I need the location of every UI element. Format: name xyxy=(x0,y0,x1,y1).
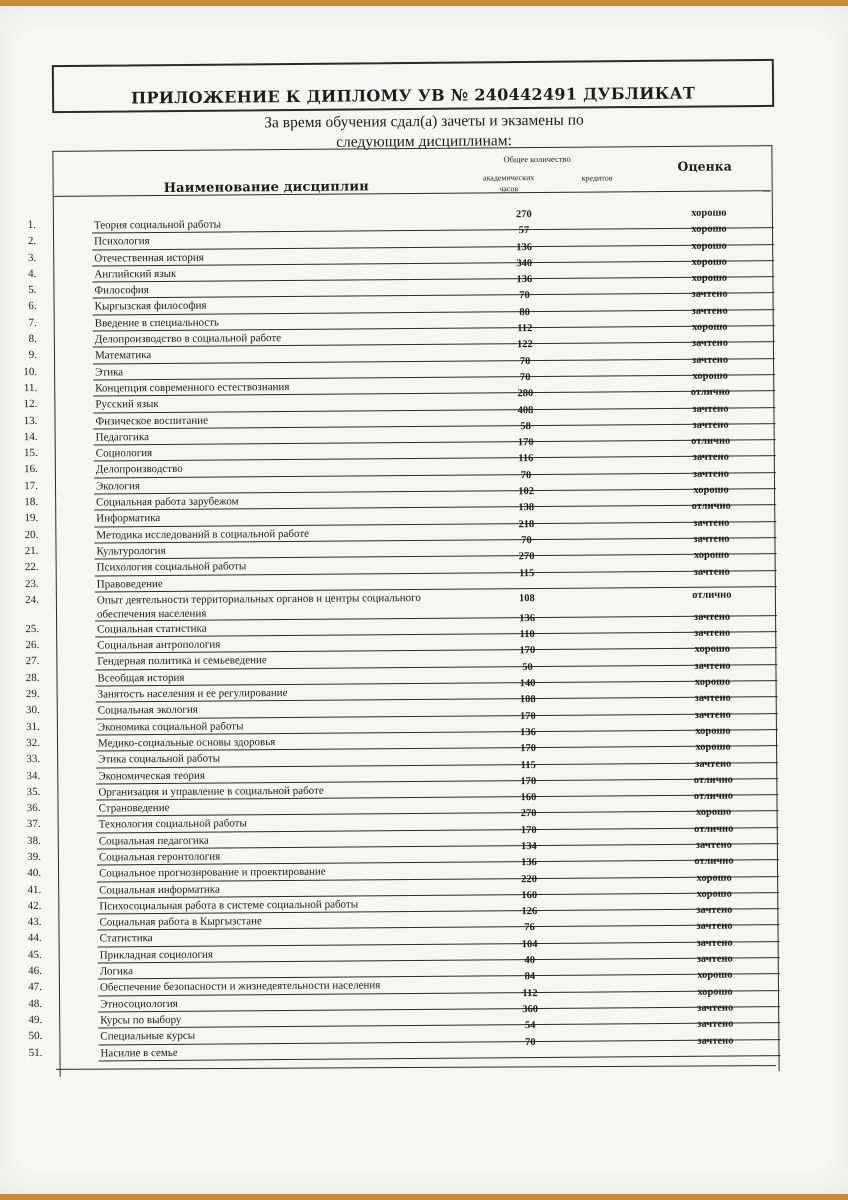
academic-hours: 160 xyxy=(521,889,538,902)
grade-value: зачтено xyxy=(691,354,729,366)
discipline-name: Делопроизводство в социальной работе xyxy=(94,332,282,346)
academic-hours: 270 xyxy=(520,808,537,820)
academic-hours: 134 xyxy=(520,841,537,853)
grade-value: хорошо xyxy=(692,370,728,382)
academic-hours: 54 xyxy=(524,1020,536,1032)
discipline-name: Русский язык xyxy=(95,398,159,411)
academic-hours: 270 xyxy=(515,209,532,221)
row-number: 47. xyxy=(28,981,42,994)
row-number: 50. xyxy=(28,1030,43,1043)
row-number: 19. xyxy=(24,512,39,525)
row-number: 5. xyxy=(28,284,37,297)
academic-hours: 102 xyxy=(518,486,534,498)
grade-value: зачтено xyxy=(697,1002,734,1014)
discipline-name: Опыт деятельности территориальных органов и центры социального обеспечения населения xyxy=(96,591,421,621)
grade-value: хорошо xyxy=(694,676,731,688)
discipline-name: Теория социальной работы xyxy=(93,218,222,232)
academic-hours: 126 xyxy=(521,906,538,918)
discipline-name: Курсы по выбору xyxy=(100,1013,182,1027)
row-number: 3. xyxy=(27,251,37,264)
row-number: 33. xyxy=(26,753,41,766)
discipline-name: Этика xyxy=(95,365,124,379)
academic-hours: 340 xyxy=(516,257,533,270)
row-number: 8. xyxy=(28,333,37,346)
discipline-name: Технология социальной работы xyxy=(98,817,247,831)
row-number: 14. xyxy=(23,430,38,443)
row-number: 25. xyxy=(25,622,40,635)
discipline-name: Социальная антропология xyxy=(97,638,221,652)
grade-value: хорошо xyxy=(691,207,727,219)
discipline-name: Социальное прогнозирование и проектирование xyxy=(99,865,326,880)
grade-value: зачтено xyxy=(693,517,730,529)
academic-hours: 116 xyxy=(518,453,534,465)
academic-hours: 70 xyxy=(519,372,531,384)
academic-hours: 408 xyxy=(517,404,534,416)
discipline-name: Обеспечение безопасности и жизнедеятельности населения xyxy=(99,979,381,994)
academic-hours: 80 xyxy=(519,306,530,318)
grade-value: хорошо xyxy=(693,549,730,562)
grade-value: хорошо xyxy=(697,986,733,998)
grade-value: отлично xyxy=(693,774,733,786)
academic-hours: 70 xyxy=(519,355,531,367)
grade-value: отлично xyxy=(693,790,734,802)
academic-hours: 136 xyxy=(516,241,533,253)
discipline-name: Специальные курсы xyxy=(100,1029,196,1043)
discipline-name: Психосоциальная работа в системе социальной работы xyxy=(99,898,359,913)
row-number: 2. xyxy=(27,235,37,248)
grade-value: зачтено xyxy=(691,337,728,350)
discipline-name: Логика xyxy=(99,965,134,978)
column-header-credits: кредитов xyxy=(581,173,613,183)
discipline-name: Культурология xyxy=(96,544,166,558)
row-number: 44. xyxy=(27,932,42,945)
discipline-name: Концепция современного естествознания xyxy=(95,380,290,395)
subtitle-line-1: За время обучения сдал(а) зачеты и экзамены по xyxy=(264,111,584,132)
column-header-name: Наименование дисциплин xyxy=(163,179,369,196)
discipline-name: Физическое воспитание xyxy=(95,414,209,428)
discipline-name: Прикладная социология xyxy=(99,948,213,962)
grade-value: хорошо xyxy=(695,741,731,754)
academic-hours: 112 xyxy=(522,987,538,999)
column-header-academic-hours: академических часов xyxy=(482,173,535,194)
discipline-name: Этносоциология xyxy=(100,997,178,1011)
discipline-name: Социальная статистика xyxy=(97,622,207,636)
grade-value: зачтено xyxy=(697,1035,734,1047)
grade-value: хорошо xyxy=(693,484,729,496)
document-title: ПРИЛОЖЕНИЕ К ДИПЛОМУ УВ № 240442491 ДУБЛИКАТ xyxy=(130,83,696,108)
row-number: 13. xyxy=(23,414,38,427)
grade-value: хорошо xyxy=(694,643,731,656)
grade-value: зачтено xyxy=(696,904,733,916)
grade-value: зачтено xyxy=(696,937,733,949)
grade-value: зачтено xyxy=(694,627,731,639)
academic-hours: 70 xyxy=(525,1036,536,1048)
discipline-name: Страноведение xyxy=(98,802,170,815)
academic-hours: 122 xyxy=(516,339,533,351)
academic-hours: 40 xyxy=(524,955,536,967)
row-number: 29. xyxy=(25,687,40,701)
discipline-name: Экономическая теория xyxy=(98,769,205,783)
row-number: 22. xyxy=(24,561,39,574)
discipline-name: Медико-социальные основы здоровья xyxy=(97,736,276,750)
discipline-name: Социальная работа в Кыргызстане xyxy=(99,915,262,929)
academic-hours: 115 xyxy=(519,567,535,579)
grade-value: отлично xyxy=(690,386,730,399)
grade-value: хорошо xyxy=(691,240,727,252)
academic-hours: 57 xyxy=(518,225,530,237)
title-box xyxy=(52,59,774,113)
discipline-name: Всеобщая история xyxy=(97,671,185,685)
discipline-name: Статистика xyxy=(99,932,153,945)
document-page xyxy=(0,6,848,1194)
row-number: 39. xyxy=(27,850,41,864)
grade-value: хорошо xyxy=(697,969,733,982)
academic-hours: 170 xyxy=(519,645,536,657)
academic-hours: 160 xyxy=(520,792,537,804)
grade-value: зачтено xyxy=(695,758,732,770)
discipline-name: Философия xyxy=(94,284,149,297)
discipline-name: Социальная информатика xyxy=(99,883,220,897)
discipline-name: Правоведение xyxy=(96,577,163,591)
academic-hours: 136 xyxy=(519,612,535,625)
discipline-name: Организация и управление в социальной работе xyxy=(98,784,324,799)
row-number: 46. xyxy=(28,965,42,978)
discipline-name: Социальная экология xyxy=(97,704,198,717)
row-number: 36. xyxy=(26,802,41,815)
discipline-name: Социология xyxy=(95,447,153,460)
discipline-name: Гендерная политика и семьеведение xyxy=(97,654,267,668)
grade-value: зачтено xyxy=(695,839,732,851)
row-number: 48. xyxy=(28,997,43,1010)
academic-hours: 136 xyxy=(520,726,536,739)
row-number: 41. xyxy=(27,883,42,896)
column-header-grade: Оценка xyxy=(677,158,732,174)
academic-hours: 280 xyxy=(517,388,534,400)
discipline-name: Этика социальной работы xyxy=(98,752,221,766)
academic-hours: 110 xyxy=(519,629,535,641)
row-number: 10. xyxy=(23,365,38,378)
academic-hours: 112 xyxy=(517,323,533,335)
academic-hours: 76 xyxy=(524,922,535,934)
academic-hours: 170 xyxy=(519,710,536,722)
academic-hours: 84 xyxy=(524,971,536,983)
grade-value: зачтено xyxy=(692,403,729,415)
row-number: 38. xyxy=(26,834,41,847)
row-number: 26. xyxy=(25,639,40,652)
discipline-name: Делопроизводство xyxy=(95,463,183,476)
academic-hours: 104 xyxy=(521,938,538,950)
row-number: 49. xyxy=(28,1013,43,1027)
row-number: 30. xyxy=(25,704,40,717)
academic-hours: 170 xyxy=(517,437,534,449)
row-number: 43. xyxy=(27,916,42,929)
grade-value: зачтено xyxy=(692,468,730,480)
academic-hours: 108 xyxy=(518,592,535,605)
grade-value: зачтено xyxy=(696,953,733,965)
row-number: 11. xyxy=(23,381,38,395)
discipline-name: Английский язык xyxy=(94,267,177,281)
academic-hours: 220 xyxy=(521,873,538,885)
row-number: 12. xyxy=(23,398,38,411)
row-number: 23. xyxy=(24,577,39,590)
academic-hours: 270 xyxy=(518,551,535,563)
row-number: 18. xyxy=(24,496,39,509)
row-number: 21. xyxy=(24,544,39,558)
discipline-name: Социальная геронтология xyxy=(98,850,221,864)
academic-hours: 108 xyxy=(519,694,536,706)
discipline-name: Кыргызская философия xyxy=(94,300,207,313)
grade-value: зачтено xyxy=(694,660,731,672)
row-number: 4. xyxy=(28,267,37,280)
academic-hours: 136 xyxy=(521,857,537,869)
discipline-name: Насилие в семье xyxy=(100,1046,178,1060)
row-number: 28. xyxy=(25,671,40,684)
discipline-name: Введение в специальность xyxy=(94,316,220,330)
grade-value: зачтено xyxy=(694,709,731,721)
discipline-name: Экология xyxy=(95,479,140,493)
grade-value: хорошо xyxy=(695,806,732,819)
grade-value: отлично xyxy=(694,855,734,868)
grade-value: хорошо xyxy=(691,256,727,268)
grade-value: зачтено xyxy=(693,611,731,623)
discipline-name: Педагогика xyxy=(95,430,150,444)
disciplines-table xyxy=(23,145,779,1077)
row-number: 9. xyxy=(28,349,38,362)
row-number: 7. xyxy=(28,316,37,329)
academic-hours: 138 xyxy=(518,502,535,514)
row-number: 6. xyxy=(28,300,37,313)
row-number: 20. xyxy=(24,528,39,541)
row-number: 51. xyxy=(28,1046,43,1059)
discipline-name: Социальная педагогика xyxy=(98,834,209,848)
discipline-name: Информатика xyxy=(96,512,161,525)
discipline-name: Социальная работа зарубежом xyxy=(96,495,239,509)
row-number: 34. xyxy=(26,769,41,782)
academic-hours: 170 xyxy=(520,743,537,755)
academic-hours: 170 xyxy=(520,824,537,836)
discipline-name: Психология социальной работы xyxy=(96,560,247,574)
row-number: 1. xyxy=(27,218,37,232)
academic-hours: 70 xyxy=(520,469,532,481)
row-number: 15. xyxy=(23,447,38,460)
row-number: 27. xyxy=(25,655,40,668)
discipline-name: Методика исследований в социальной работе xyxy=(96,527,310,542)
grade-value: хорошо xyxy=(696,872,732,884)
grade-value: зачтено xyxy=(693,533,730,545)
column-header-total: Общее количество xyxy=(503,153,571,165)
row-number: 16. xyxy=(24,463,38,476)
academic-hours: 140 xyxy=(519,678,536,690)
academic-hours: 218 xyxy=(518,518,535,530)
row-number: 35. xyxy=(26,785,41,798)
discipline-name: Экономика социальной работы xyxy=(97,719,244,734)
academic-hours: 136 xyxy=(516,274,533,286)
header-divider xyxy=(54,190,771,197)
subtitle-line-2: следующим дисциплинам: xyxy=(336,132,512,151)
grade-value: хорошо xyxy=(695,725,731,737)
grade-value: хорошо xyxy=(692,321,728,333)
academic-hours: 58 xyxy=(520,420,531,433)
row-number: 31. xyxy=(26,720,40,733)
grade-value: зачтено xyxy=(697,1018,734,1031)
grade-value: зачтено xyxy=(693,566,730,578)
discipline-name: Психология xyxy=(94,235,150,248)
grade-value: хорошо xyxy=(691,272,728,285)
discipline-name: Занятость населения и ее регулирование xyxy=(97,687,288,701)
discipline-name: Отечественная история xyxy=(94,251,204,265)
row-number: 37. xyxy=(26,818,41,831)
grade-value: зачтено xyxy=(691,305,728,317)
grade-value: отлично xyxy=(691,500,731,513)
grade-value: зачтено xyxy=(691,289,728,301)
academic-hours: 70 xyxy=(519,290,530,302)
row-number: 24. xyxy=(25,593,39,606)
academic-hours: 360 xyxy=(522,1004,539,1016)
row-number: 32. xyxy=(26,736,41,749)
grade-value: отлично xyxy=(694,823,734,835)
row-number: 40. xyxy=(27,867,42,880)
table-body xyxy=(23,207,781,1061)
grade-value: зачтено xyxy=(694,692,731,705)
academic-hours: 70 xyxy=(521,535,532,547)
academic-hours: 50 xyxy=(522,661,533,673)
row-number: 45. xyxy=(27,948,42,961)
grade-value: отлично xyxy=(691,435,731,447)
grade-value: зачтено xyxy=(692,451,729,464)
grade-value: зачтено xyxy=(696,920,733,933)
discipline-name: Математика xyxy=(94,349,152,362)
grade-value: хорошо xyxy=(691,223,727,236)
row-number: 42. xyxy=(27,899,42,912)
academic-hours: 170 xyxy=(520,775,537,787)
grade-value: хорошо xyxy=(696,888,732,900)
row-number: 17. xyxy=(24,479,39,492)
grade-value: отлично xyxy=(692,589,732,601)
grade-value: зачтено xyxy=(692,419,729,431)
academic-hours: 115 xyxy=(520,759,536,771)
